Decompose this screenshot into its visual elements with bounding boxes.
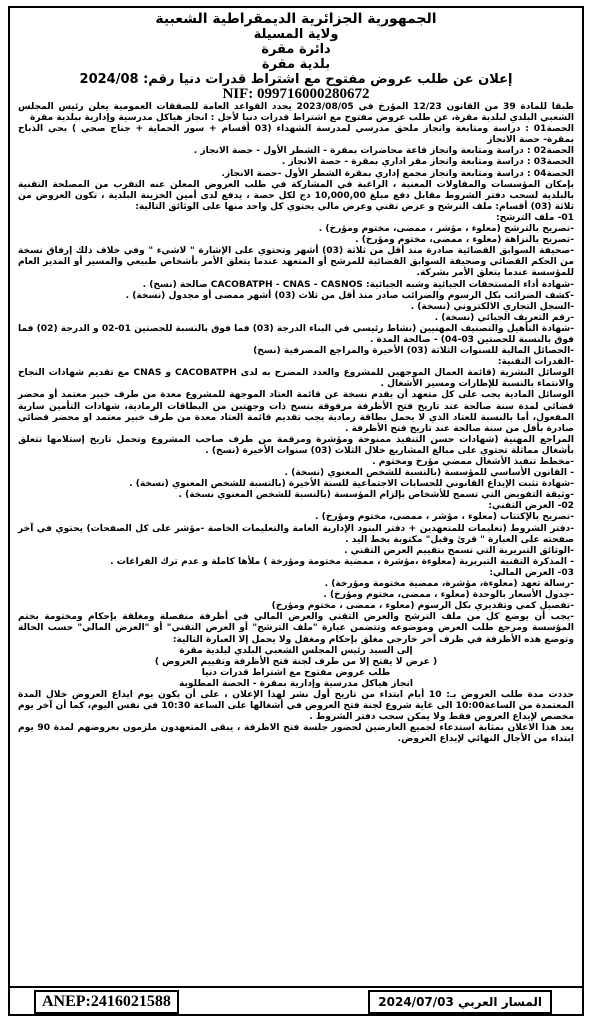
lot-4: الحصة04 : دراسة ومتابعة وانجاز مجمع إداري بمقرة الشطر الأول -حصة الانجاز. [221, 168, 574, 179]
envelope-line: انجاز هياكل مدرسية وإدارية بمقرة - الحصة المطلوبة [179, 678, 413, 689]
list-item: المراجع المهنية (شهادات حسن التنفيذ ممنوحة ومؤشرة ومرقمة من طرف صاحب المشروع وتحمل تاريخ إستلامها تتعلق بأشغال مماثلة تحتوي على مبالغ المشاريع خلال الثلاث (03) سنوات الأخيرة (نسخ) . [18, 434, 574, 456]
technical-heading: 02- العرض التقني: [488, 501, 574, 512]
submission-paragraph: -يجب أن يوضع كل من ملف الترشح والعرض التقني والعرض المالي في أظرفة منفصلة ومغلقة بإحكام ومختومة بختم المؤسسة ومرجع طلب العرض وموضوعه وتتضمن عبارة "ملف الترشح" أو العرض التقني" أو "العرض المالي" حسب الحالة وتوضع هذه الأظرفة في ظرف آخر خارجي مغلق بإحكام ومغفل ولا يحمل إلا العبارة التالية: [18, 612, 574, 645]
invitation-paragraph: يعد هذا الاعلان بمثابة استدعاء لجميع العارضين لحضور جلسة فتح الاظرفة ، يبقى المتعهدون ملزمون بعروضهم لمدة 90 يوم ابتداء من الأجال النهائي لإيداع العروض. [18, 723, 575, 745]
newspaper-date: المسار العربي 2024/07/03 [368, 990, 552, 1014]
lot-1: الحصة01 : دراسة ومتابعة وانجاز ملحق مدرسي لمدرسة الشهداء (03 أقسام + سور الحماية + جناح صحي ) بحي الذباح بمقرة- حصة الانجاز [18, 124, 574, 146]
list-item: -رقم التعريف الجبائي (نسخة) . [434, 312, 574, 323]
financial-heading: 03- العرض المالي: [489, 567, 574, 578]
intro-paragraph: طبقا للمادة 39 من القانون 12/23 المؤرخ في 2023/08/05 يحدد القواعد العامة للصفقات العمومية يعلن رئيس المجلس الشعبي البلدي لبلدية مقرة، عن طلب عروض مفتوح مع اشتراط قدرات دنيا لأجل : انجاز هياكل مدرسية وإدارية ببلدية مقرة [18, 102, 574, 124]
list-item: -جدول الأسعار بالوحدة (معلوء ، ممضى، مختوم ومؤرخ) . [323, 590, 574, 601]
list-item: -وثيقة التفويض التي تسمح للأشخاص بإلزام المؤسسة (بالنسبة للشخص المعنوي نسخة) . [178, 490, 574, 501]
list-item: -القدرات التقنية: [497, 357, 574, 368]
envelope-line: طلب عروض مفتوح مع اشتراط قدرات دنيا [201, 667, 391, 678]
list-item: - المذكرة التقنية التبريرية (معلوءة ،مؤشرة ، ممضية مختومة ومؤرخة ) ملأها كاملة و عدم ترك الفراغات . [110, 556, 574, 567]
list-item: -السجل التجاري الالكتروني (نسخة) . [410, 301, 574, 312]
footer-bar [10, 986, 582, 1014]
list-item: -الحصائل المالية للسنوات الثلاثة (03) الأخيرة والمراجع المصرفية (نسخ) [253, 346, 574, 357]
wilaya-name: ولاية المسيلة [253, 27, 339, 42]
deadline-paragraph: حددت مدة طلب العروض بـ: 10 أيام ابتداء من تاريخ أول نشر لهذا الإعلان ، على أن يكون يوم ايداع العروض خلال المدة المعتمدة من الساعة10:00 الى غاية شروع لجنة فتح العروض في أشغالها على الساعة 10:30 في نفس اليوم، كما أن آخر يوم مخصص لإيداع العروض فقط ولا يمكن سحب دفتر الشروط . [18, 689, 575, 723]
lot-2: الحصة02 : دراسة ومتابعة وانجاز قاعة محاضرات بمقرة - الشطر الأول - حصة الانجاز . [193, 146, 574, 157]
list-item: -شهادة تثبت الإيداع القانوني للحسابات الاجتماعية للسنة الأخيرة (بالنسبة للشخص المعنوي (نسخة) . [129, 479, 574, 490]
daira-name: دائرة مقرة [261, 42, 331, 57]
nif-number: NIF: 099716000280672 [222, 86, 370, 102]
announcement-body [18, 102, 574, 745]
anep-reference: ANEP:2416021588 [34, 990, 179, 1014]
list-item: -تصريح بالنزاهة (معلوء ، ممضى، مختوم ومؤرخ) . [355, 235, 574, 246]
list-item: -تصريح بالترشح (معلوء ، مؤشر ، ممضى، مختوم ومؤرخ) . [318, 224, 574, 235]
candidature-heading: 01- ملف الترشح: [496, 212, 574, 223]
list-item: -رسالة تعهد (معلوءة، مؤشرة، ممضية مختومة ومؤرخة) . [324, 579, 574, 590]
announcement-page [8, 6, 584, 1016]
envelope-line: إلى السيد رئيس المجلس الشعبي البلدي لبلدية مقرة [179, 645, 413, 656]
list-item: -دفتر الشروط (تعليمات للمتعهدين + دفتر البنود الإدارية العامة والتعليمات الخاصة -مؤشر على كل الصفحات) يحتوي في آخر صفحته على العبارة " قرئ وقبل" مكتوبة بخط اليد . [18, 523, 574, 545]
list-item: -تصريح بالإكتتاب (معلوء ، مؤشر ، ممضى، مختوم ومؤرخ) . [315, 512, 574, 523]
list-item: -الوثائق التبريرية التي تسمح بتقييم العرض التقني . [344, 545, 574, 556]
republic-title: الجمهورية الجزائرية الديمقراطية الشعبية [155, 11, 437, 27]
withdrawal-paragraph: بإمكان المؤسسات والمقاولات المعنية ، الراغبة في المشاركة في طلب العروض المعلن عنه التقرب من المصلحة التقنية بالبلدية لسحب دفتر الشروط مقابل دفع مبلغ 10,000,00 دج لكل حصة ، يدفع لدى أمين الخزينة البلدية ، تكون العروض من ثلاثة (03) أقسام: ملف الترشح و عرض تقني وعرض مالي يحتوي كل واحد منها على الوثائق التالية: [18, 179, 574, 212]
baladia-name: بلدية مقرة [261, 57, 331, 72]
list-item: -كشف الضرائب بكل الرسوم والضرائب صادر منذ أقل من ثلاث (03) أشهر ممضى أو مجدول (نسخة) . [125, 290, 574, 301]
list-item: -شهادة أداء المستحقات الجبائية وشبه الجبائية: CACOBATPH - CNAS - CASNOS صالحة (نسخ) . [142, 279, 574, 290]
list-item: -شهادة التأهيل والتصنيف المهنيين (نشاط رئيسي في البناء الدرجة (03) فما فوق بالنسبة للحصتين 01-02 و الدرجة (02) فما فوق بالنسبة للحصتين 03-04) - صالحة المدة . [18, 323, 574, 345]
list-item: -صحيفة السوابق القضائية صادرة منذ أقل من ثلاثة (03) أشهر وتحتوي على الإشارة " لاشيء " وفي خلاف ذلك إرفاق نسخة من الحكم القضائي وصحيفة السوابق القضائية للمرشح أو المتعهد عندما يتعلق الأمر بأشخاص طبيعي والمسير أو المدير العام للمؤسسة عندما يتعلق الأمر بشركة. [18, 246, 575, 279]
list-item: الوسائل البشرية (قائمة العمال الموجهين للمشروع والعدد المصرح به لدى CACOBATPH و CNAS مع تقديم شهادات النجاح والانتماء بالنسبة للإطارات ومسير الأشغال . [18, 368, 574, 390]
list-item: -مخطط تنفيذ الأشغال ممضي مؤرخ ومختوم . [372, 457, 574, 467]
envelope-line: ( عرض لا يفتح إلا من طرف لجنة فتح الأظرفة وتقييم العروض ) [154, 656, 438, 667]
list-item: - القانون الأساسي للمؤسسة (بالنسبة للشخص المعنوي (نسخة) . [284, 468, 574, 479]
list-item: -تفصيل كمي وتقديري بكل الرسوم (معلوء ، ممضى ، مختوم ومؤرخ) [271, 601, 574, 612]
header-block [18, 12, 574, 102]
announcement-title: إعلان عن طلب عروض مفتوح مع اشتراط قدرات دنيا رقم: 2024/08 [79, 72, 513, 87]
lot-3: الحصة03 : دراسة ومتابعة وانجاز مقر اداري بمقرة - حصة الانجاز . [281, 157, 574, 168]
list-item: الوسائل المادية يجب على كل متعهد أن يقدم نسخة عن قائمة العتاد الموجهة للمشروع معدة من طرف خبير معتمد أو محضر قضائي لمدة سنة صالحة عند تاريخ فتح الأظرفة مرفوقة بنسخ ذات وجهتين من البطاقات الرمادية، شهادات التأمين سارية المفعول، أما بالنسبة للعتاد الذي لا يحمل بطاقة رمادية يجب تقديم قائمة العتاد معدة من طرف خبير معتمد او محضر قضائي صادرة بأقل من سنة صالحة عند تاريخ فتح الأظرفة . [18, 390, 574, 434]
